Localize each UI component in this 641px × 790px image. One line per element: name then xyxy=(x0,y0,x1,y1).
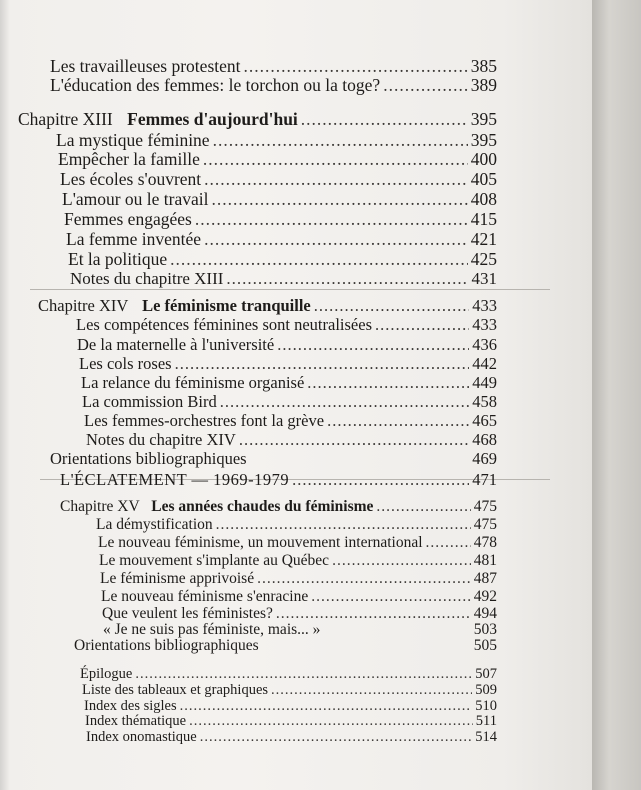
toc-leader-dots xyxy=(311,589,471,605)
toc-entry-title: Les travailleuses protestent xyxy=(50,56,241,76)
toc-leader-dots xyxy=(307,375,469,392)
toc-entry-title: La commission Bird xyxy=(82,392,217,411)
toc-page-number: 475 xyxy=(473,516,497,533)
toc-entry xyxy=(62,191,497,209)
toc-page-number: 507 xyxy=(475,666,497,682)
toc-page-number: 503 xyxy=(473,621,497,638)
toc-leader-dots xyxy=(376,499,470,515)
toc-leader-dots xyxy=(175,356,470,373)
toc-entry xyxy=(77,337,497,354)
toc-entry-title: De la maternelle à l'université xyxy=(77,335,275,354)
toc-entry xyxy=(102,606,497,622)
toc-page-number: 389 xyxy=(470,75,497,95)
toc-page-number: 475 xyxy=(473,498,497,515)
toc-entry xyxy=(76,317,497,334)
toc-page-number: 405 xyxy=(470,169,497,189)
toc-entry-title: Les femmes-orchestres font la grève xyxy=(84,411,325,430)
toc-entry xyxy=(74,638,497,654)
toc-entry-title: Que veulent les féministes? xyxy=(102,605,273,622)
toc-page-number: 449 xyxy=(472,373,497,392)
toc-entry xyxy=(86,432,497,449)
toc-leader-dots xyxy=(426,535,471,551)
toc-entry xyxy=(60,171,497,189)
toc-page-number: 425 xyxy=(470,249,497,269)
toc-entry-title: La relance du féminisme organisé xyxy=(81,373,305,392)
toc-entry-title: Notes du chapitre XIV xyxy=(86,430,236,449)
toc-leader-dots xyxy=(383,77,468,95)
toc-entry-title: Le mouvement s'implante au Québec xyxy=(99,552,330,569)
toc-chapter-heading xyxy=(60,499,497,515)
toc-entry xyxy=(96,517,497,533)
toc-entry xyxy=(56,132,497,150)
toc-part-heading xyxy=(60,472,497,489)
toc-leader-dots xyxy=(204,231,468,249)
chapter-title: Femmes d'aujourd'hui xyxy=(127,109,298,129)
toc-leader-dots xyxy=(257,571,471,587)
toc-page-number: 395 xyxy=(470,109,497,129)
toc-entry xyxy=(103,622,497,638)
toc-entry-title: Le nouveau féminisme s'enracine xyxy=(101,588,309,605)
toc-entry xyxy=(70,270,497,287)
toc-entry xyxy=(50,451,497,468)
chapter-number: Chapitre XV xyxy=(60,498,140,515)
toc-page-number: 469 xyxy=(472,449,497,468)
toc-page-number: 433 xyxy=(472,296,497,315)
toc-chapter-heading xyxy=(38,298,497,315)
toc-page-number: 436 xyxy=(472,335,497,354)
toc-entry-title: Orientations bibliographiques xyxy=(74,637,259,654)
toc-leader-dots xyxy=(239,432,469,449)
toc-leader-dots xyxy=(170,251,468,269)
toc-page-number: 492 xyxy=(473,588,497,605)
toc-leader-dots xyxy=(135,667,472,682)
toc-entry xyxy=(50,77,497,95)
toc-leader-dots xyxy=(271,683,472,698)
toc-entry xyxy=(98,535,497,551)
toc-page-number: 431 xyxy=(471,269,497,288)
toc-entry xyxy=(100,571,497,587)
toc-entry-title: L'amour ou le travail xyxy=(62,189,209,209)
toc-leader-dots xyxy=(277,337,469,354)
toc-entry-title: Épilogue xyxy=(80,666,133,682)
toc-leader-dots xyxy=(375,317,469,334)
toc-leader-dots xyxy=(327,413,469,430)
toc-entry xyxy=(82,683,497,698)
toc-entry-title: Index onomastique xyxy=(86,729,197,745)
chapter-number: Chapitre XIV xyxy=(38,296,128,315)
toc-page-number: 471 xyxy=(472,470,497,489)
toc-leader-dots xyxy=(226,270,468,287)
toc-page-number: 510 xyxy=(475,698,497,714)
toc-entry xyxy=(86,730,497,745)
toc-entry xyxy=(82,394,497,411)
part-title: L'ÉCLATEMENT — 1969-1979 xyxy=(60,470,290,489)
chapter-number: Chapitre XIII xyxy=(18,109,113,129)
toc-page-number: 385 xyxy=(470,56,497,76)
toc-entry-title: La mystique féminine xyxy=(56,130,210,150)
toc-chapter-heading xyxy=(18,111,497,129)
chapter-title: Le féminisme tranquille xyxy=(142,296,311,315)
toc-page-number: 442 xyxy=(472,354,497,373)
toc-entry-title: Empêcher la famille xyxy=(58,149,200,169)
toc-entry-title: Orientations bibliographiques xyxy=(50,449,247,468)
section-divider xyxy=(30,289,550,290)
toc-entry-title: Index des sigles xyxy=(84,698,177,714)
toc-page-number: 415 xyxy=(470,209,497,229)
toc-leader-dots xyxy=(220,394,470,411)
toc-entry-title: La femme inventée xyxy=(66,229,202,249)
toc-entry xyxy=(99,553,497,569)
toc-leader-dots xyxy=(200,730,473,745)
toc-entry xyxy=(81,375,497,392)
toc-page-number: 494 xyxy=(473,605,497,622)
toc-leader-dots xyxy=(332,553,471,569)
toc-entry-title: Les compétences féminines sont neutralisées xyxy=(76,315,372,334)
toc-leader-dots xyxy=(292,472,469,489)
toc-entry xyxy=(101,589,497,605)
toc-page-number: 505 xyxy=(473,637,497,654)
toc-entry xyxy=(50,58,497,76)
toc-leader-dots xyxy=(189,714,473,729)
toc-page-number: 509 xyxy=(475,682,497,698)
toc-page-number: 433 xyxy=(472,315,497,334)
toc-leader-dots xyxy=(212,191,468,209)
chapter-title: Les années chaudes du féminisme xyxy=(151,498,374,515)
toc-entry-title: Le nouveau féminisme, un mouvement international xyxy=(98,534,423,551)
toc-leader-dots xyxy=(213,132,468,150)
toc-entry-title: L'éducation des femmes: le torchon ou la toge? xyxy=(50,75,381,95)
toc-entry-title: Index thématique xyxy=(85,713,187,729)
toc-leader-dots xyxy=(314,298,470,315)
toc-entry xyxy=(68,251,497,269)
toc-entry-title: Femmes engagées xyxy=(64,209,192,229)
toc-entry-title: Les écoles s'ouvrent xyxy=(60,169,202,189)
toc-page-number: 395 xyxy=(470,130,497,150)
toc-page-number: 458 xyxy=(472,392,497,411)
toc-entry-title: « Je ne suis pas féministe, mais... » xyxy=(103,621,321,638)
toc-entry-title: Notes du chapitre XIII xyxy=(70,269,224,288)
toc-entry-title: Le féminisme apprivoisé xyxy=(100,570,255,587)
toc-page-number: 511 xyxy=(475,713,497,729)
toc-leader-dots xyxy=(203,151,468,169)
toc-leader-dots xyxy=(244,58,468,76)
toc-leader-dots xyxy=(195,211,468,229)
toc-entry xyxy=(80,667,497,682)
toc-page-number: 400 xyxy=(470,149,497,169)
toc-page-number: 468 xyxy=(472,430,497,449)
toc-entry-title: Les cols roses xyxy=(79,354,172,373)
toc-entry xyxy=(84,413,497,430)
toc-entry xyxy=(79,356,497,373)
toc-page-number: 421 xyxy=(470,229,497,249)
toc-leader-dots xyxy=(301,111,468,129)
toc-entry xyxy=(58,151,497,169)
toc-entry-title: Et la politique xyxy=(68,249,168,269)
book-page-edge xyxy=(592,0,641,790)
toc-page-number: 408 xyxy=(470,189,497,209)
toc-entry xyxy=(64,211,497,229)
toc-entry-title: Liste des tableaux et graphiques xyxy=(82,682,269,698)
toc-page-number: 514 xyxy=(475,729,497,745)
toc-leader-dots xyxy=(180,699,473,714)
toc-entry xyxy=(66,231,497,249)
toc-leader-dots xyxy=(204,171,468,189)
toc-page-number: 481 xyxy=(473,552,497,569)
toc-page-number: 478 xyxy=(473,534,497,551)
toc-leader-dots xyxy=(216,517,471,533)
toc-entry-title: La démystification xyxy=(96,516,213,533)
toc-leader-dots xyxy=(276,606,471,622)
toc-page-number: 487 xyxy=(473,570,497,587)
toc-entry xyxy=(84,699,497,714)
toc-page-number: 465 xyxy=(472,411,497,430)
toc-entry xyxy=(85,714,497,729)
